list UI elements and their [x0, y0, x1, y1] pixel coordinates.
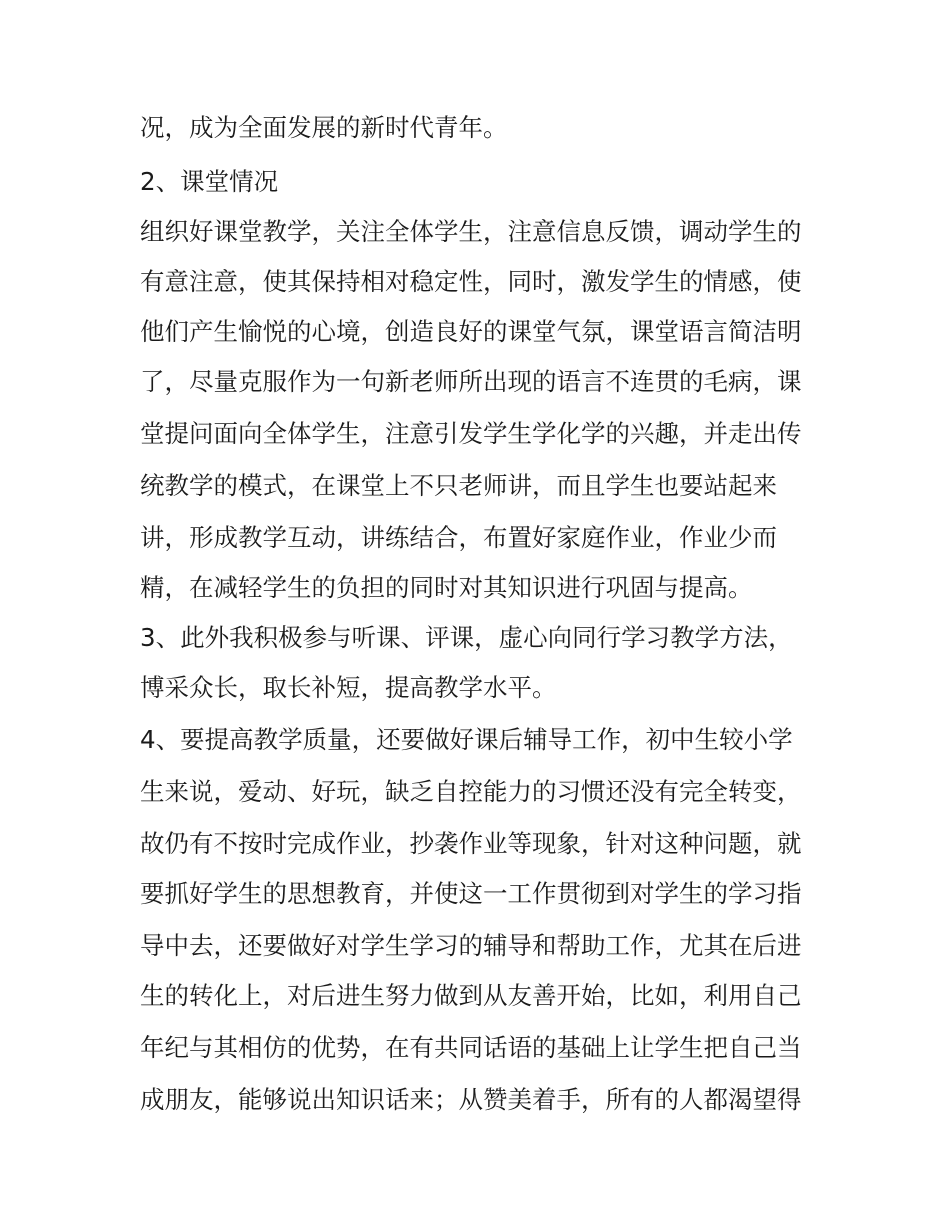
text-line: 了，尽量克服作为一句新老师所出现的语言不连贯的毛病，课 [140, 367, 802, 396]
text-line: 有意注意，使其保持相对稳定性，同时，激发学生的情感，使 [140, 267, 802, 296]
text-line: 精，在减轻学生的负担的同时对其知识进行巩固与提高。 [140, 573, 753, 602]
section-line: 3、此外我积极参与听课、评课，虚心向同行学习教学方法， [140, 623, 793, 652]
text-line: 导中去，还要做好对学生学习的辅导和帮助工作，尤其在后进 [140, 931, 802, 960]
text-line: 堂提问面向全体学生，注意引发学生学化学的兴趣，并走出传 [140, 419, 802, 448]
section-line: 4、要提高教学质量，还要做好课后辅导工作，初中生较小学 [140, 725, 793, 754]
text-line: 要抓好学生的思想教育，并使这一工作贯彻到对学生的学习指 [140, 879, 802, 908]
text-line: 组织好课堂教学，关注全体学生，注意信息反馈，调动学生的 [140, 217, 802, 246]
text-line: 博采众长，取长补短，提高教学水平。 [140, 673, 557, 702]
text-line: 生来说，爱动、好玩，缺乏自控能力的习惯还没有完全转变， [140, 777, 802, 806]
text-line: 年纪与其相仿的优势，在有共同话语的基础上让学生把自己当 [140, 1033, 802, 1062]
text-line: 统教学的模式，在课堂上不只老师讲，而且学生也要站起来 [140, 471, 777, 500]
text-line: 成朋友，能够说出知识话来；从赞美着手，所有的人都渴望得 [140, 1085, 802, 1114]
text-line: 讲，形成教学互动，讲练结合，布置好家庭作业，作业少而 [140, 523, 777, 552]
text-line: 况，成为全面发展的新时代青年。 [140, 113, 508, 142]
text-line: 生的转化上，对后进生努力做到从友善开始，比如，利用自己 [140, 981, 802, 1010]
text-line: 故仍有不按时完成作业，抄袭作业等现象，针对这种问题，就 [140, 829, 802, 858]
text-line: 他们产生愉悦的心境，创造良好的课堂气氛，课堂语言简洁明 [140, 317, 802, 346]
section-heading: 2、课堂情况 [140, 167, 279, 196]
